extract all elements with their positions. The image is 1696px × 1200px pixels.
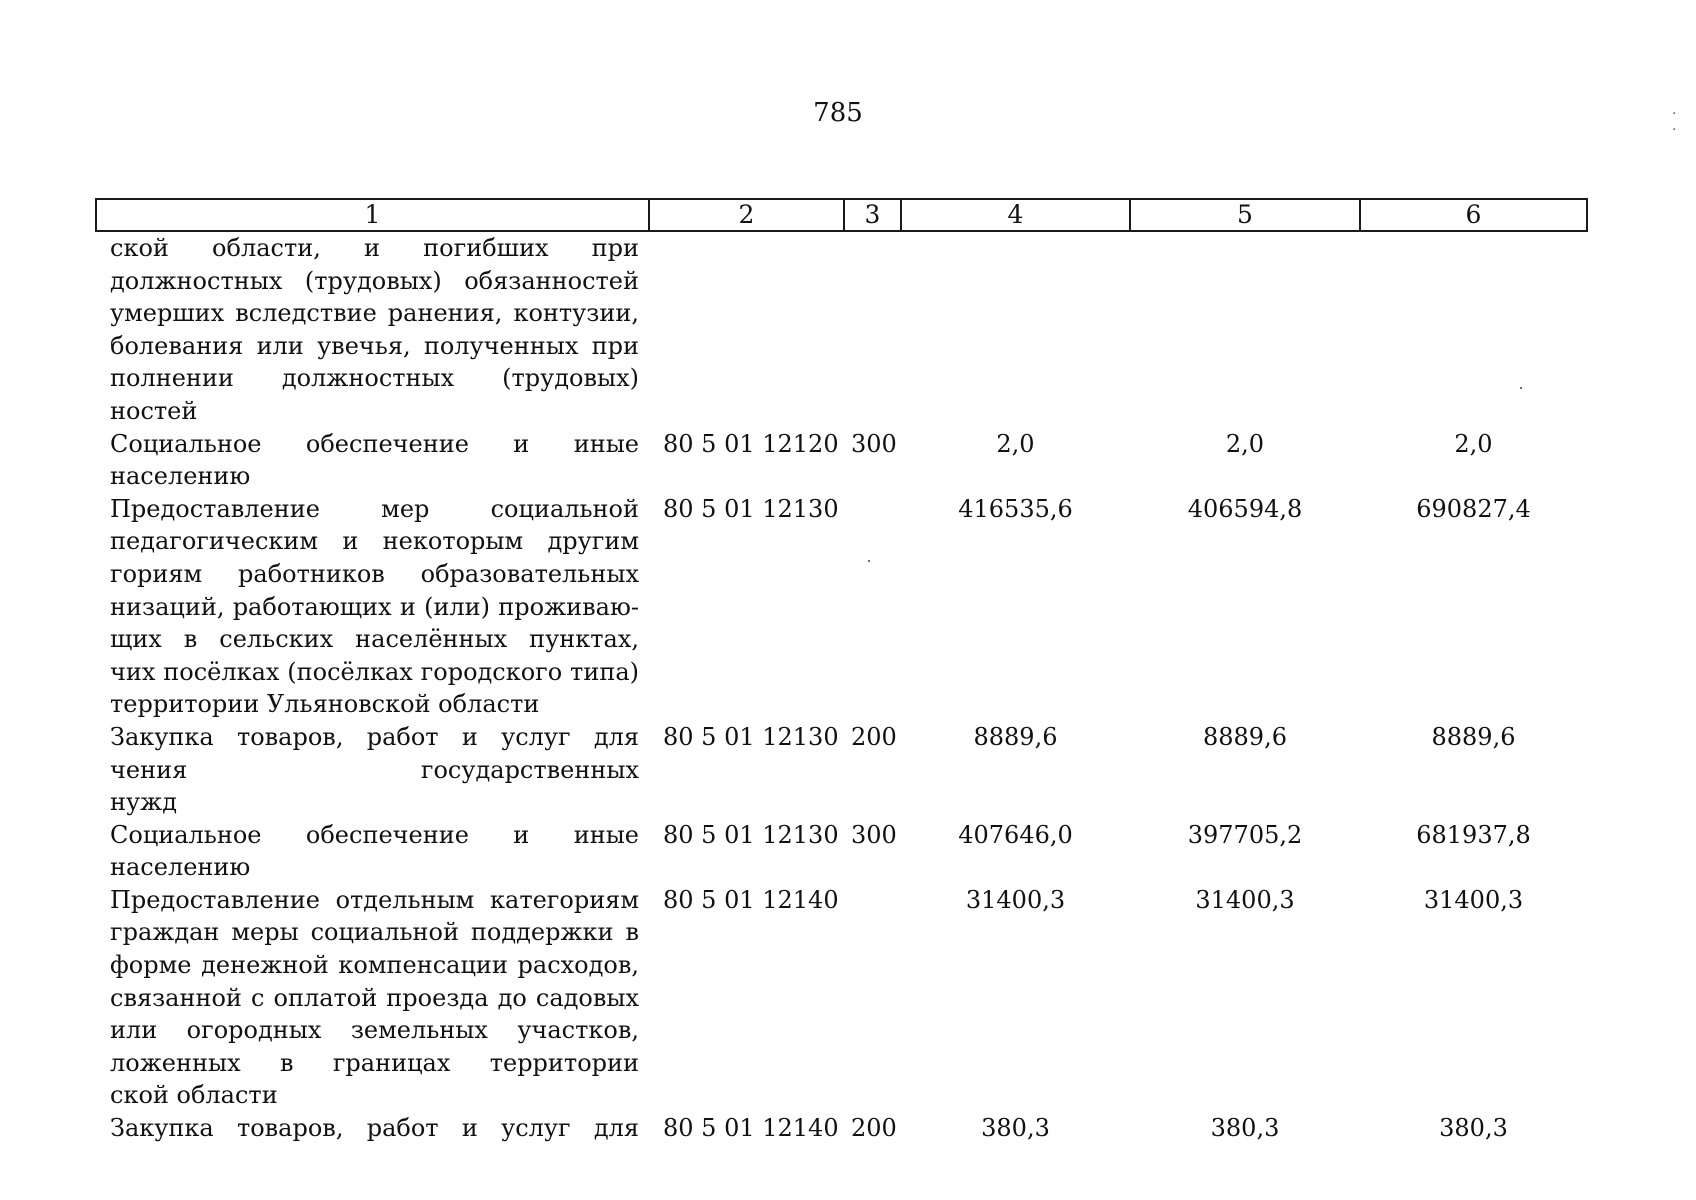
amount-column-4: 416535,6 [958,494,1073,523]
amount-column-6: 8889,6 [1431,722,1516,751]
description-line: гориям работников образовательных [110,559,639,588]
page-number: 785 [813,98,863,128]
description-line: низаций, работающих и (или) проживаю- [110,592,639,621]
description-line: ложенных в границах территории [110,1048,639,1077]
table-row [96,428,1587,493]
amount-column-6 [1360,231,1587,428]
table-row [96,819,1587,884]
description-line: болевания или увечья, полученных при [110,331,639,360]
amount-column-6: 2,0 [1454,429,1493,458]
amount-column-5: 406594,8 [1187,494,1303,523]
expense-type-code: 200 [851,722,897,751]
expense-type-code [844,231,901,428]
budget-classification-code [649,231,844,428]
description-line: полнении должностных (трудовых) [110,364,639,393]
row-description [96,1112,649,1145]
description-line: щих в сельских населённых пунктах, [110,625,639,654]
amount-column-4: 31400,3 [965,885,1066,914]
description-line: чих посёлках (посёлках городского типа) [110,657,639,686]
amount-column-4: 407646,0 [958,820,1073,849]
row-description [96,819,649,884]
budget-table-wrapper [95,198,1586,1145]
description-line: педагогическим и некоторым другим [110,527,639,556]
row-description [96,721,649,819]
amount-column-5 [1130,231,1360,428]
table-row [96,884,1587,1112]
description-line: или огородных земельных участков, [110,1016,639,1045]
row-description [96,493,649,721]
column-header-2: 2 [649,199,844,231]
amount-column-5: 8889,6 [1203,722,1287,751]
budget-classification-code: 80 5 01 12130 [663,494,839,523]
budget-classification-code: 80 5 01 12120 [663,429,839,458]
table-row [96,721,1587,819]
description-line: граждан меры социальной поддержки в [110,918,639,947]
column-number-header-row [96,199,1587,231]
amount-column-4: 380,3 [981,1114,1050,1143]
description-line: Социальное обеспечение и иные [110,820,639,849]
description-line: ской области, и погибших при [110,234,639,262]
amount-column-5: 380,3 [1210,1114,1280,1143]
description-line: связанной с оплатой проезда до садовых [110,983,639,1012]
description-line: умерших вследствие ранения, контузии, [110,299,639,328]
description-line: должностных (трудовых) обязанностей [110,266,639,295]
column-header-1: 1 [96,199,649,231]
table-row [96,231,1587,428]
description-line: Социальное обеспечение и иные [110,429,639,458]
description-line: населению [110,462,251,491]
column-header-6: 6 [1360,199,1587,231]
amount-column-6: 31400,3 [1423,885,1524,914]
budget-classification-code: 80 5 01 12140 [663,1114,839,1143]
amount-column-6: 681937,8 [1416,820,1531,849]
row-description [96,884,649,1112]
description-line: Предоставление отдельным категориям [110,885,639,914]
description-line: населению [110,853,251,882]
description-line: ностей [110,396,198,425]
expense-type-code: 300 [851,429,897,458]
amount-column-4: 8889,6 [973,722,1058,751]
description-line: нужд [110,788,177,817]
table-row [96,493,1587,721]
row-description [96,231,649,428]
description-line: территории Ульяновской области [110,690,540,719]
budget-classification-code: 80 5 01 12140 [663,885,839,914]
amount-column-5: 2,0 [1225,429,1265,458]
amount-column-4 [901,231,1130,428]
scan-edge-marks: . . [1672,102,1681,134]
column-header-3: 3 [844,199,901,231]
amount-column-6: 380,3 [1439,1114,1508,1143]
budget-table [95,198,1588,1145]
description-line: Закупка товаров, работ и услуг для [110,1114,639,1143]
description-line: чения государственных [110,755,639,784]
table-row [96,1112,1587,1145]
description-line: Закупка товаров, работ и услуг для [110,722,639,751]
expense-type-code: 300 [851,820,897,849]
expense-type-code: 200 [851,1114,897,1143]
column-header-4: 4 [901,199,1130,231]
description-line: ской области [110,1081,278,1110]
column-header-5: 5 [1130,199,1360,231]
description-line: форме денежной компенсации расходов, [110,951,639,980]
budget-classification-code: 80 5 01 12130 [663,722,839,751]
budget-classification-code: 80 5 01 12130 [663,820,839,849]
expense-type-code [844,493,901,721]
table-body [96,231,1587,1145]
row-description [96,428,649,493]
description-line: Предоставление мер социальной [110,494,639,523]
amount-column-6: 690827,4 [1416,494,1531,523]
amount-column-5: 397705,2 [1187,820,1303,849]
amount-column-5: 31400,3 [1195,885,1295,914]
amount-column-4: 2,0 [996,429,1035,458]
expense-type-code [844,884,901,1112]
